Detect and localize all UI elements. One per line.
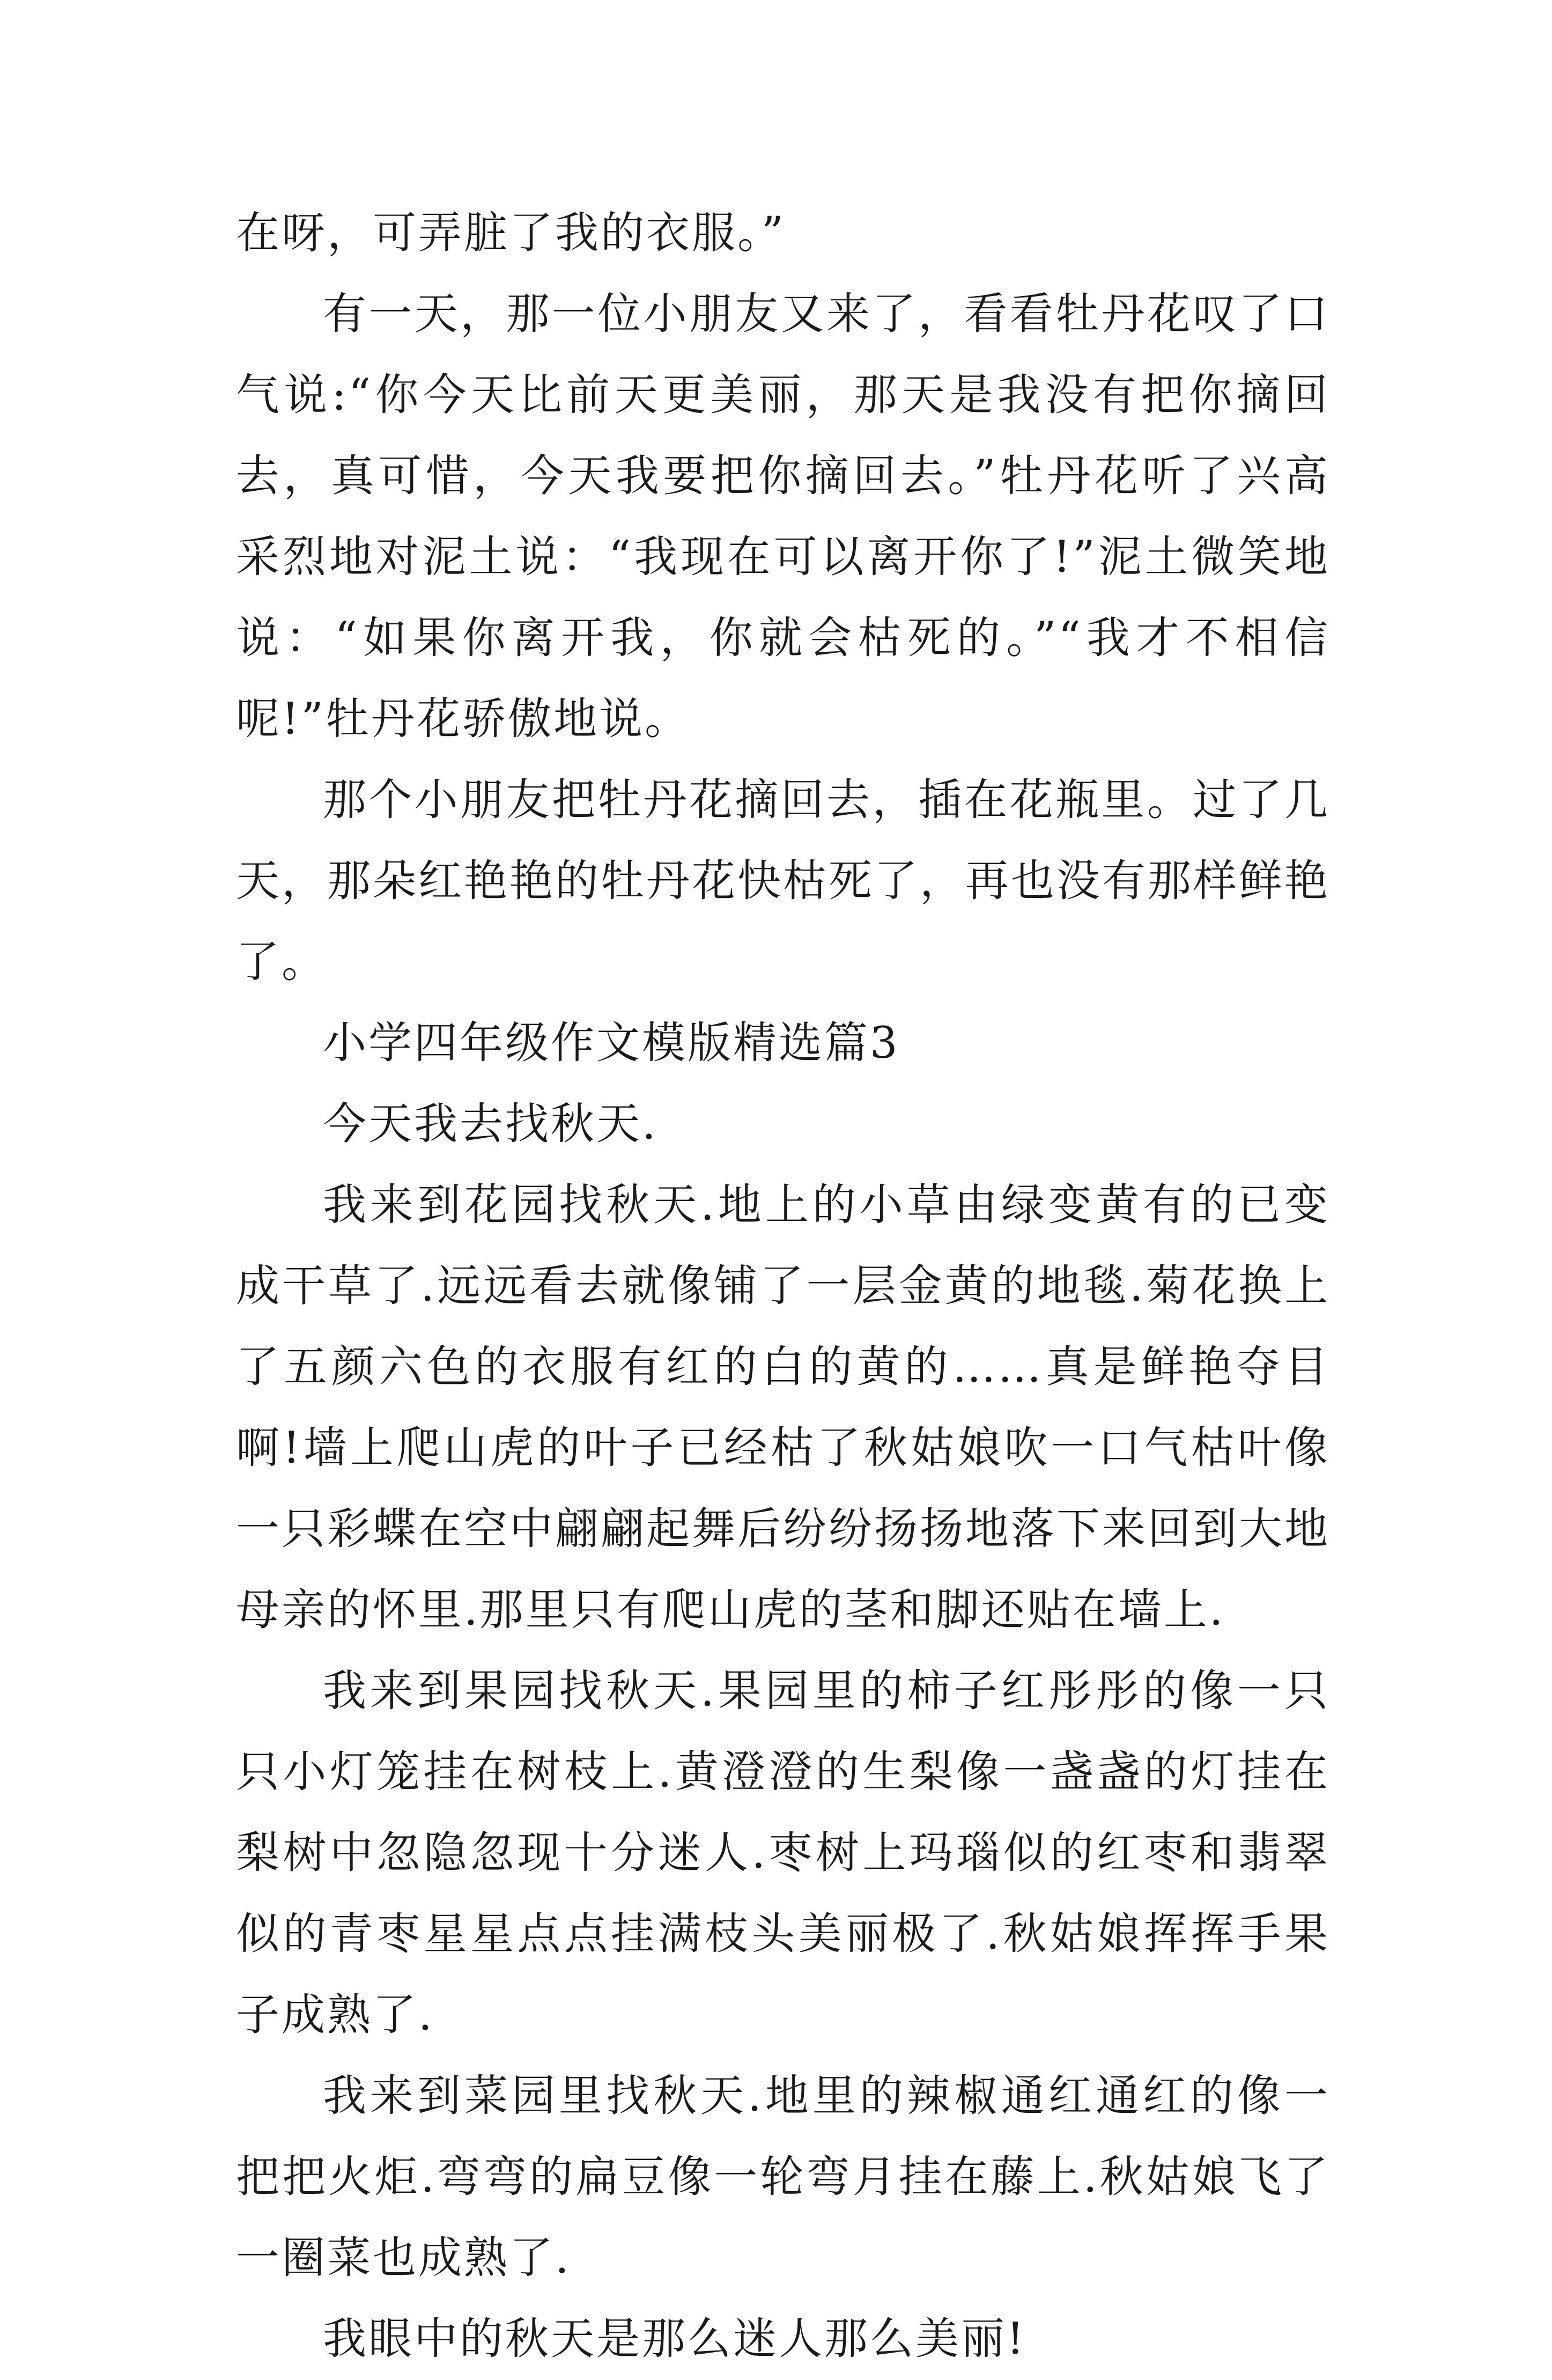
paragraph: 有一天，那一位小朋友又来了，看看牡丹花叹了口气说:“你今天比前天更美丽，那天是我没有把你摘回去，真可惜，今天我要把你摘回去。”牡丹花听了兴高采烈地对泥土说：“我现在可以离开你了!”泥土微笑地说：“如果你离开我，你就会枯死的。”“我才不相信呢!”牡丹花骄傲地说。: [236, 289, 1330, 745]
paragraph: 我眼中的秋天是那么迷人那么美丽!: [323, 2314, 1026, 2364]
paragraph-continuation: 在呀，可弄脏了我的衣服。”: [236, 208, 786, 259]
section-heading: 小学四年级作文模版精选篇3: [323, 1018, 900, 1069]
paragraph: 我来到花园找秋天.地上的小草由绿变黄有的已变成干草了.远远看去就像铺了一层金黄的地毯.菊花换上了五颜六色的衣服有红的白的黄的……真是鲜艳夺目啊!墙上爬山虎的叶子已经枯了秋姑娘吹一口气枯叶像一只彩蝶在空中翩翩起舞后纷纷扬扬地落下来回到大地母亲的怀里.那里只有爬山虎的茎和脚还贴在墙上.: [236, 1180, 1331, 1635]
paragraph: 那个小朋友把牡丹花摘回去，插在花瓶里。过了几天，那朵红艳艳的牡丹花快枯死了，再也没有那样鲜艳了。: [236, 775, 1331, 988]
document-body: [236, 193, 1330, 2380]
paragraph: 今天我去找秋天.: [323, 1099, 658, 1150]
paragraph: 我来到菜园里找秋天.地里的辣椒通红通红的像一把把火炬.弯弯的扁豆像一轮弯月挂在藤上.秋姑娘飞了一圈菜也成熟了.: [236, 2071, 1330, 2283]
paragraph: 我来到果园找秋天.果园里的柿子红彤彤的像一只只小灯笼挂在树枝上.黄澄澄的生梨像一盏盏的灯挂在梨树中忽隐忽现十分迷人.枣树上玛瑙似的红枣和翡翠似的青枣星星点点挂满枝头美丽极了.秋姑娘挥挥手果子成熟了.: [236, 1666, 1330, 2040]
